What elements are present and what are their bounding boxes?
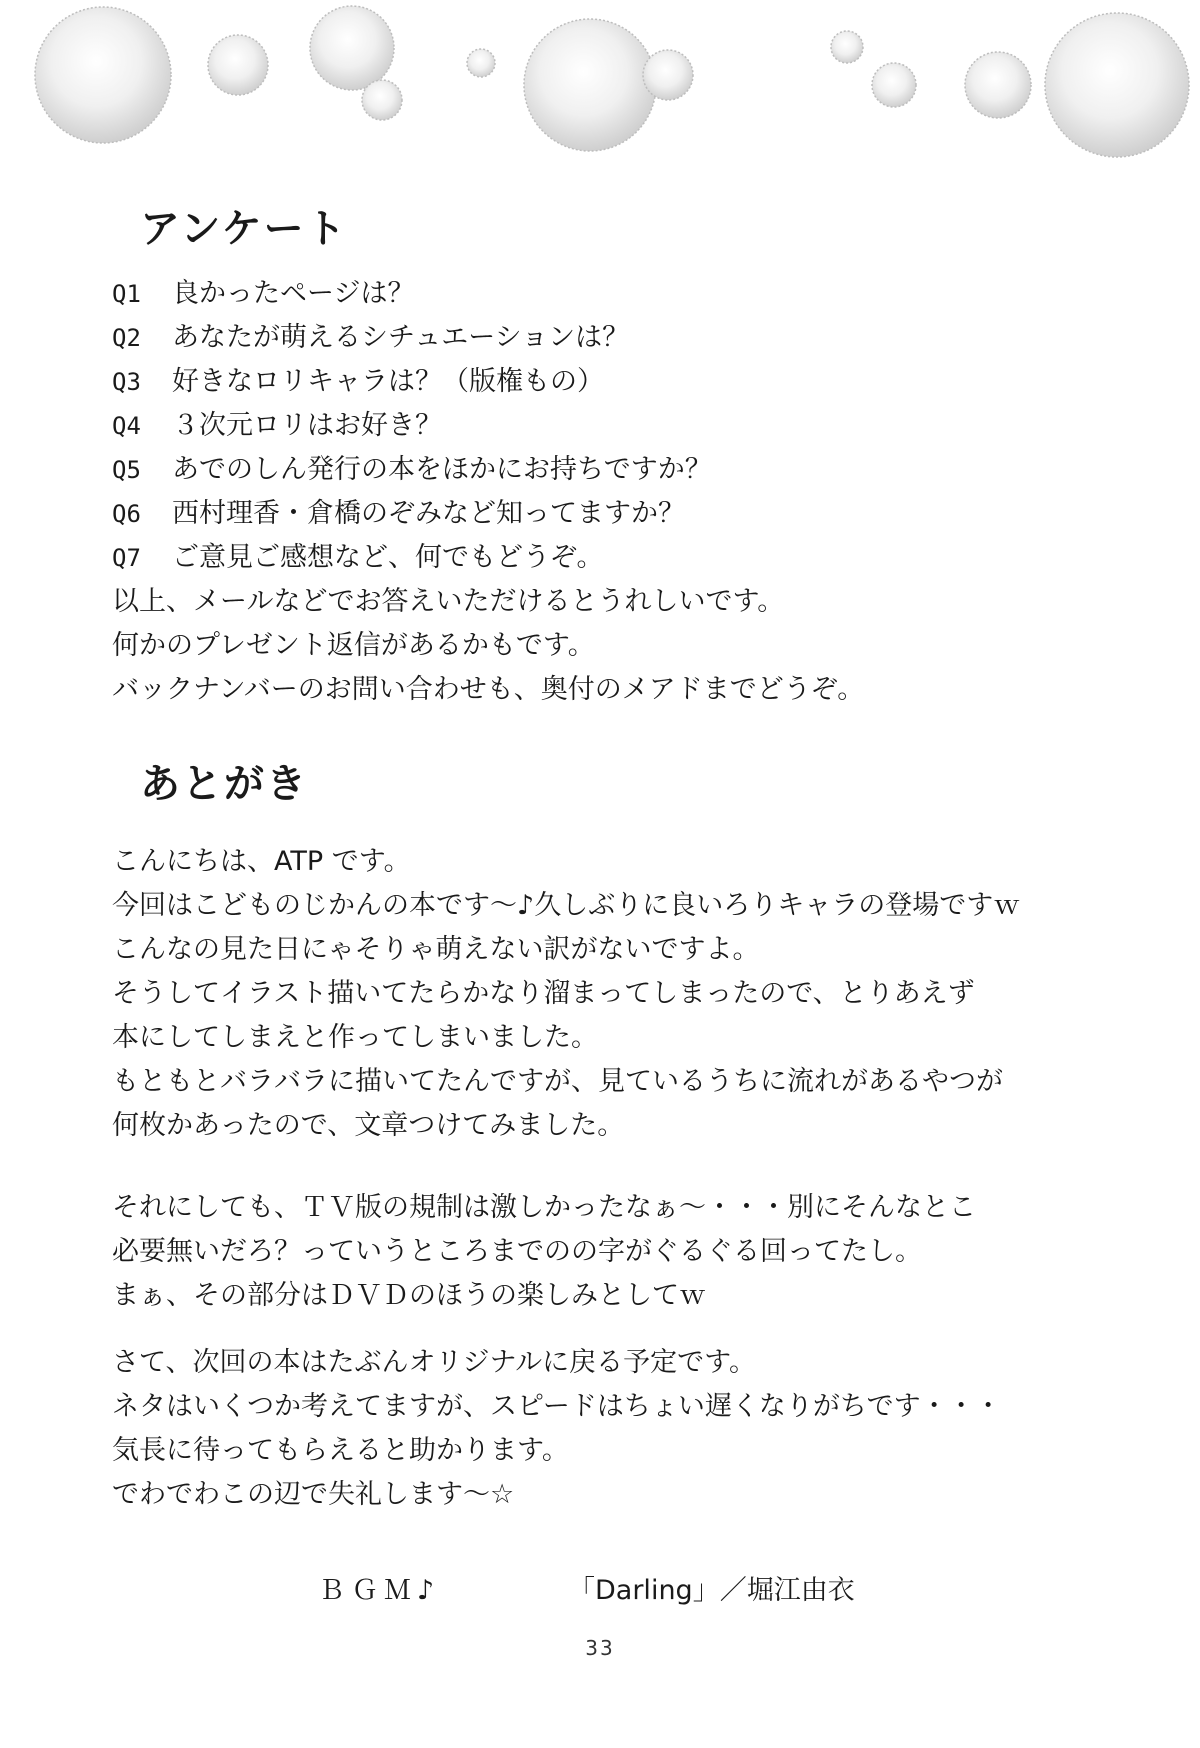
afterword-line: 必要無いだろ？っていうところまでのの字がぐるぐる回ってたし。 xyxy=(112,1236,922,1267)
question-number: Q1 xyxy=(112,280,141,308)
afterword-paragraph-2 xyxy=(112,1186,976,1318)
bubble xyxy=(965,52,1031,118)
survey-question xyxy=(112,316,712,360)
question-text: ご意見ご感想など、何でもどうぞ。 xyxy=(172,542,604,573)
question-text: 西村理香・倉橋のぞみなど知ってますか？ xyxy=(172,498,685,529)
question-number: Q6 xyxy=(112,500,141,528)
survey-question xyxy=(112,492,712,536)
afterword-title: あとがき xyxy=(140,761,308,807)
afterword-line: ネタはいくつか考えてますが、スピードはちょい遅くなりがちです・・・ xyxy=(112,1391,1002,1422)
bgm-label: ＢＧＭ♪ xyxy=(318,1575,441,1606)
question-text: ３次元ロリはお好き？ xyxy=(172,410,442,441)
survey-note-line: 以上、メールなどでお答えいただけるとうれしいです。 xyxy=(112,586,785,617)
question-number: Q7 xyxy=(112,544,141,572)
afterword-line: もともとバラバラに描いてたんですが、見ているうちに流れがあるやつが xyxy=(112,1066,1003,1097)
afterword-line: まぁ、その部分はＤＶＤのほうの楽しみとしてｗ xyxy=(112,1280,706,1311)
question-text: 好きなロリキャラは？（版権もの） xyxy=(172,366,604,397)
question-text: あでのしん発行の本をほかにお持ちですか？ xyxy=(172,454,712,485)
survey-note-line: バックナンバーのお問い合わせも、奥付のメアドまでどうぞ。 xyxy=(112,674,865,705)
afterword-line: さて、次回の本はたぶんオリジナルに戻る予定です。 xyxy=(112,1347,756,1378)
afterword-line: それにしても、ＴＶ版の規制は激しかったなぁ～・・・別にそんなとこ xyxy=(112,1192,976,1223)
bubble xyxy=(1045,13,1189,157)
question-text: あなたが萌えるシチュエーションは？ xyxy=(172,322,630,353)
bubble xyxy=(310,6,394,90)
decorative-bubbles-header xyxy=(0,0,1200,170)
survey-question xyxy=(112,536,712,580)
survey-question xyxy=(112,404,712,448)
afterword-line: 気長に待ってもらえると助かります。 xyxy=(112,1435,569,1466)
question-number: Q2 xyxy=(112,324,141,352)
afterword-line: 今回はこどものじかんの本です～♪久しぶりに良いろりキャラの登場ですｗ xyxy=(112,890,1021,921)
bgm-song: 「Darling」／堀江由衣 xyxy=(568,1575,855,1606)
survey-note-line: 何かのプレゼント返信があるかもです。 xyxy=(112,630,595,661)
page-number: 33 xyxy=(585,1636,615,1660)
afterword-paragraph-3 xyxy=(112,1341,1002,1517)
bubble xyxy=(362,80,402,120)
question-number: Q3 xyxy=(112,368,141,396)
survey-question-list xyxy=(112,272,712,580)
bubble xyxy=(467,49,495,77)
question-text: 良かったページは？ xyxy=(172,278,415,309)
afterword-line: 本にしてしまえと作ってしまいました。 xyxy=(112,1022,598,1053)
afterword-line: こんにちは、ATP です。 xyxy=(112,846,411,877)
survey-title: アンケート xyxy=(140,206,348,252)
question-number: Q5 xyxy=(112,456,141,484)
bubble xyxy=(524,19,656,151)
question-number: Q4 xyxy=(112,412,141,440)
afterword-line: そうしてイラスト描いてたらかなり溜まってしまったので、とりあえず xyxy=(112,978,975,1009)
bubble xyxy=(872,63,916,107)
afterword-line: でわでわこの辺で失礼します～☆ xyxy=(112,1479,515,1510)
afterword-line: こんなの見た日にゃそりゃ萌えない訳がないですよ。 xyxy=(112,934,760,965)
survey-question xyxy=(112,448,712,492)
bubble xyxy=(208,35,268,95)
afterword-line: 何枚かあったので、文章つけてみました。 xyxy=(112,1110,625,1141)
afterword-paragraph-1 xyxy=(112,840,1020,1148)
survey-notes xyxy=(112,580,864,712)
bubble xyxy=(831,31,863,63)
survey-question xyxy=(112,272,712,316)
survey-question xyxy=(112,360,712,404)
bubble xyxy=(643,50,693,100)
bubble xyxy=(35,7,171,143)
